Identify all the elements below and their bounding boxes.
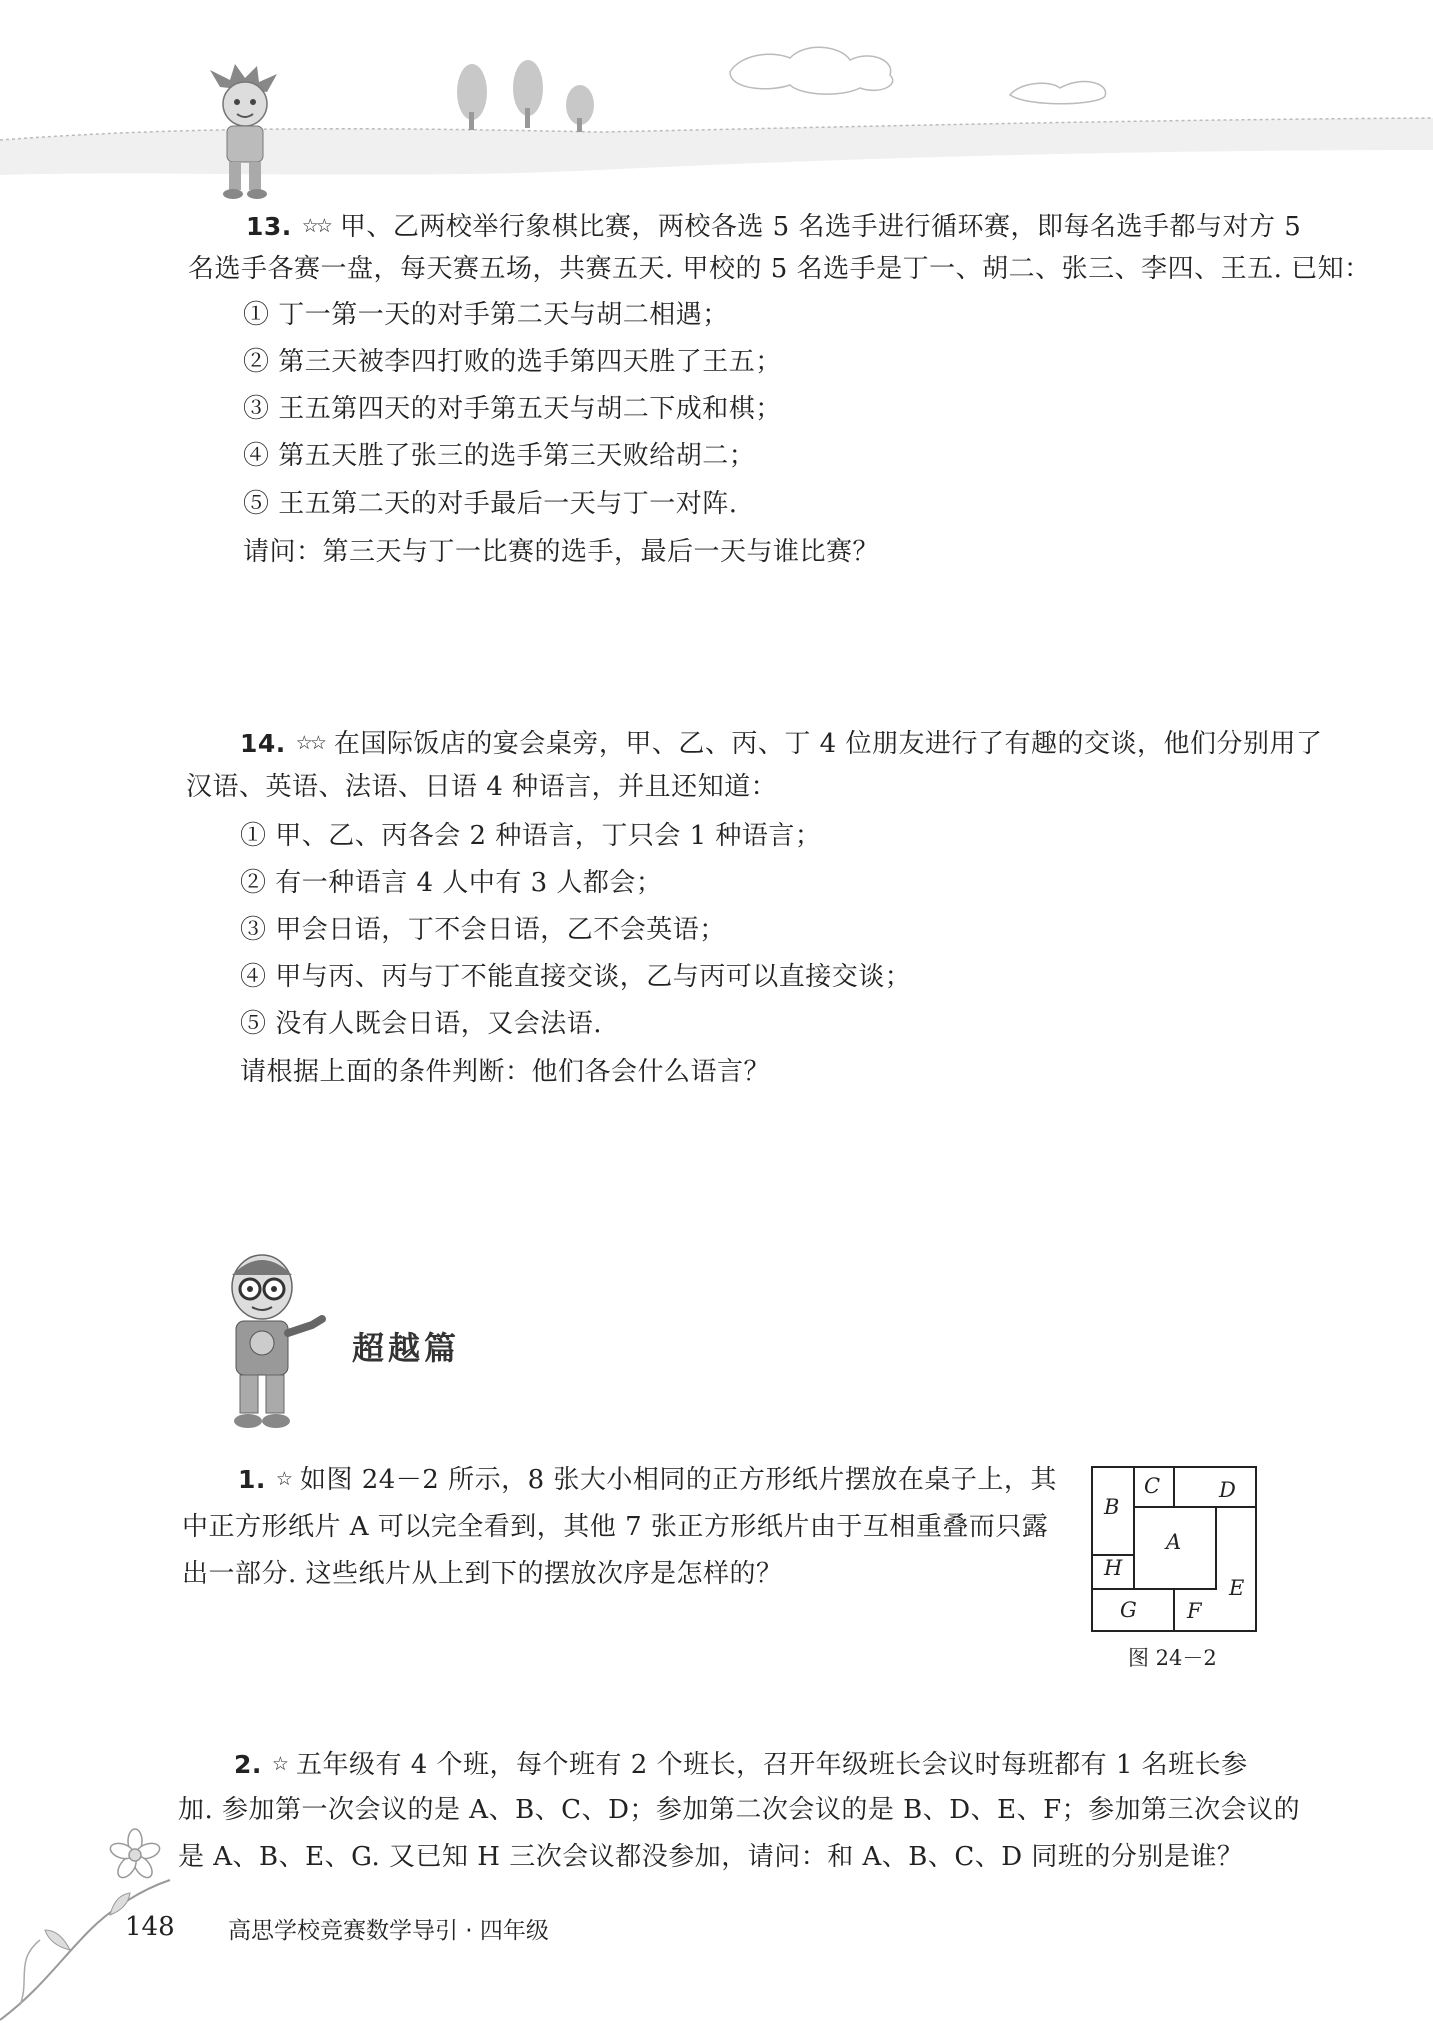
section-title: 超越篇 [352, 1329, 461, 1367]
page-number: 148 [125, 1912, 175, 1942]
problem-number: 14. [240, 729, 286, 758]
problem-number: 2. [234, 1750, 262, 1779]
problem-14-condition-5: ⑤ 没有人既会日语，又会法语. [240, 1009, 603, 1039]
problem-14-condition-2: ② 有一种语言 4 人中有 3 人都会； [240, 868, 663, 898]
figure-label-e: E [1229, 1576, 1245, 1600]
advanced-problem-1-line-2: 中正方形纸片 A 可以完全看到，其他 7 张正方形纸片由于互相重叠而只露 [182, 1512, 1049, 1542]
problem-13-condition-4: ④ 第五天胜了张三的选手第三天败给胡二； [243, 441, 756, 471]
figure-label-c: C [1144, 1474, 1161, 1498]
difficulty-stars-icon: ☆☆ [295, 732, 324, 754]
problem-text: 如图 24－2 所示，8 张大小相同的正方形纸片摆放在桌子上，其 [299, 1465, 1057, 1495]
problem-number: 1. [238, 1465, 266, 1494]
problem-number: 13. [246, 212, 292, 241]
figure-label-a: A [1166, 1530, 1182, 1554]
difficulty-stars-icon: ☆☆ [301, 215, 330, 237]
boy-mascot-illustration [205, 62, 285, 202]
advanced-problem-1-line-1 [238, 1462, 1057, 1497]
book-title: 高思学校竞赛数学导引 · 四年级 [228, 1918, 549, 1944]
problem-14-question: 请根据上面的条件判断：他们各会什么语言？ [240, 1057, 771, 1087]
problem-13-condition-1: ① 丁一第一天的对手第二天与胡二相遇； [243, 300, 729, 330]
problem-14-line-1 [240, 726, 1322, 761]
problem-14-line-2: 汉语、英语、法语、日语 4 种语言，并且还知道： [186, 772, 778, 802]
difficulty-stars-icon: ☆ [271, 1753, 286, 1775]
problem-text: 在国际饭店的宴会桌旁，甲、乙、丙、丁 4 位朋友进行了有趣的交谈，他们分别用了 [333, 729, 1323, 759]
problem-13-question: 请问：第三天与丁一比赛的选手，最后一天与谁比赛？ [243, 537, 880, 567]
figure-label-d: D [1219, 1478, 1236, 1502]
problem-14-condition-1: ① 甲、乙、丙各会 2 种语言，丁只会 1 种语言； [240, 821, 822, 851]
advanced-problem-1-line-3: 出一部分. 这些纸片从上到下的摆放次序是怎样的？ [182, 1559, 783, 1589]
advanced-problem-2-line-1 [234, 1747, 1248, 1782]
advanced-problem-2-line-3: 是 A、B、E、G. 又已知 H 三次会议都没参加，请问：和 A、B、C、D 同班的分别是谁？ [178, 1842, 1244, 1872]
problem-text: 甲、乙两校举行象棋比赛，两校各选 5 名选手进行循环赛，即每名选手都与对方 5 [339, 212, 1302, 242]
problem-13-line-2: 名选手各赛一盘，每天赛五场，共赛五天. 甲校的 5 名选手是丁一、胡二、张三、李四、王五. 已知： [188, 254, 1371, 284]
figure-label-f: F [1187, 1599, 1202, 1623]
figure-label-h: H [1104, 1556, 1123, 1580]
problem-14-condition-3: ③ 甲会日语，丁不会日语，乙不会英语； [240, 915, 726, 945]
problem-13-condition-3: ③ 王五第四天的对手第五天与胡二下成和棋； [243, 394, 782, 424]
figure-caption: 图 24－2 [1128, 1646, 1217, 1670]
figure-label-b: B [1104, 1495, 1120, 1519]
problem-13-condition-2: ② 第三天被李四打败的选手第四天胜了王五； [243, 347, 782, 377]
problem-13-line-1 [246, 209, 1301, 244]
advanced-problem-2-line-2: 加. 参加第一次会议的是 A、B、C、D；参加第二次会议的是 B、D、E、F；参加第三次会议的 [178, 1795, 1301, 1825]
problem-13-condition-5: ⑤ 王五第二天的对手最后一天与丁一对阵. [243, 489, 738, 519]
problem-14-condition-4: ④ 甲与丙、丙与丁不能直接交谈，乙与丙可以直接交谈； [240, 962, 912, 992]
figure-label-g: G [1120, 1598, 1137, 1622]
problem-text: 五年级有 4 个班，每个班有 2 个班长，召开年级班长会议时每班都有 1 名班长参 [295, 1750, 1248, 1780]
glasses-boy-mascot-illustration [212, 1245, 332, 1440]
difficulty-stars-icon: ☆ [275, 1468, 290, 1490]
